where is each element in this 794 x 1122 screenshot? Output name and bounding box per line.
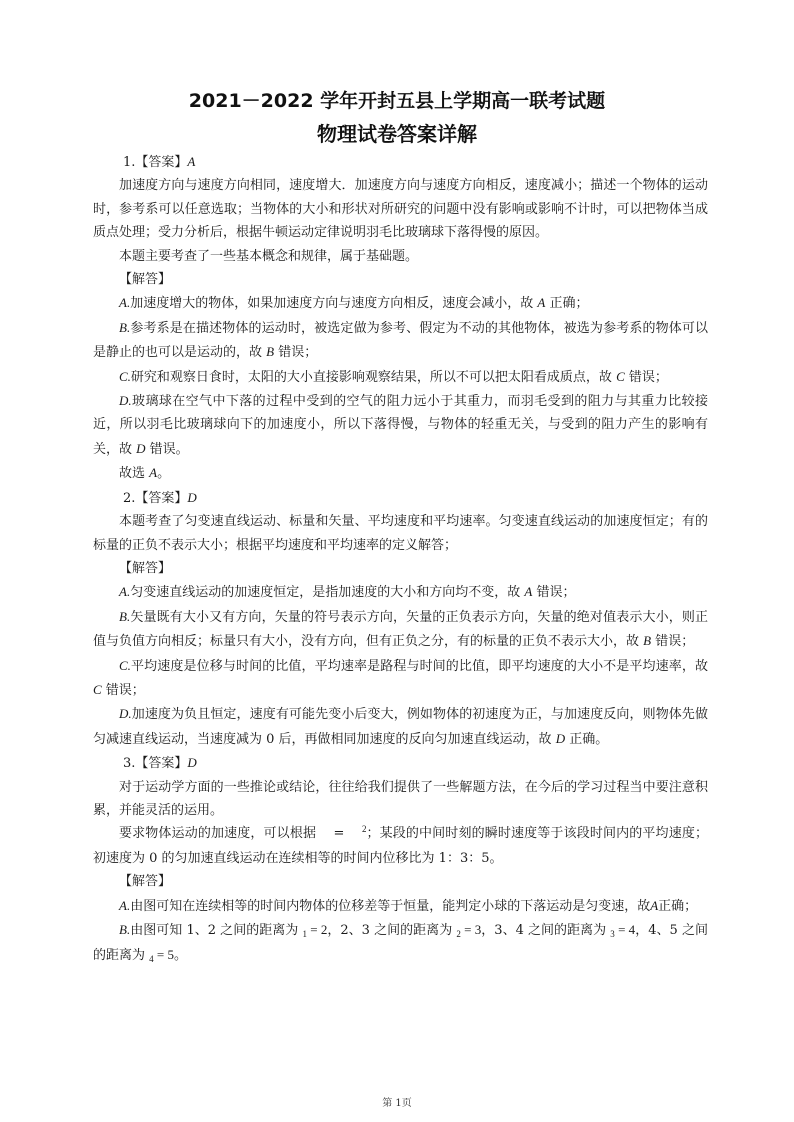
q2-heading: 2.【答案】D [123,489,197,506]
q3-option-a: A.由图可知在连续相等的时间内物体的位移差等于恒量，能判定小球的下落运动是匀变速，故A正确； [119,897,698,914]
q3-method: 要求物体运动的加速度，可以根据 = $^2$；某段的中间时刻的瞬时速度等于该段时间内的平均速度；初速度为 0 的匀加速直线运动在连续相等的时间内位移比为 1：3：5。 [93,824,708,866]
q2-option-a: A.匀变速直线运动的加速度恒定，是指加速度的大小和方向均不变，故 A 错误； [119,584,576,601]
answer-body [93,150,708,969]
q1-option-b: B.参考系是在描述物体的运动时，被选定做为参考、假定为不动的其他物体，被选为参考系的物体可以是静止的也可以是运动的，故 B 错误； [93,319,708,361]
q1-analysis: 加速度方向与速度方向相同，速度增大．加速度方向与速度方向相反，速度减小；描述一个物体的运动时，参考系可以任意选取；当物体的大小和形状对所研究的问题中没有影响或影响不计时，可以把物体当成质点处理；受力分析后，根据牛顿运动定律说明羽毛比玻璃球下落得慢的原因。 [93,178,708,241]
page-title: 2021－2022 学年开封五县上学期高一联考试题 [188,90,606,112]
q2-option-c: C.平均速度是位移与时间的比值，平均速率是路程与时间的比值，即平均速度的大小不是平均速率，故 C 错误； [93,657,708,698]
q3-heading: 3.【答案】D [123,755,197,772]
page-subtitle: 物理试卷答案详解 [317,122,477,146]
q1-option-c: C.研究和观察日食时，太阳的大小直接影响观察结果，所以不可以把太阳看成质点，故 C 错误； [119,368,668,385]
q1-summary: 本题主要考查了一些基本概念和规律，属于基础题。 [119,248,419,264]
q1-option-a: A.加速度增大的物体，如果加速度方向与速度方向相反，速度会减小，故 A 正确； [119,295,589,312]
q2-option-d: D.加速度为负且恒定，速度有可能先变小后变大，例如物体的初速度为正，与加速度反向，则物体先做匀减速直线运动，当速度减为 0 后，再做相同加速度的反向匀加速直线运动，故 D 正确。 [93,706,708,747]
q2-solution-label: 【解答】 [119,560,172,576]
q3-analysis: 对于运动学方面的一些推论或结论，往往给我们提供了一些解题方法，在今后的学习过程当中要注意积累，并能灵活的运用。 [93,779,708,818]
q1-choice: 故选 A。 [119,465,171,482]
q2-analysis: 本题考查了匀变速直线运动、标量和矢量、平均速度和平均速率。匀变速直线运动的加速度恒定；有的标量的正负不表示大小；根据平均速度和平均速率的定义解答； [93,514,708,553]
q1-solution-label: 【解答】 [119,272,172,288]
q2-option-b: B.矢量既有大小又有方向，矢量的符号表示方向，矢量的正负表示方向，矢量的绝对值表示大小，则正值与负值方向相反；标量只有大小，没有方向，但有正负之分，有的标量的正负不表示大小，故 B 错误； [93,608,708,650]
q1-heading: 1.【答案】A [123,154,196,170]
page-number: 第 1页 [382,1098,412,1109]
q1-option-d: D.玻璃球在空气中下落的过程中受到的空气的阻力远小于其重力，而羽毛受到的阻力与其重力比较接近，所以羽毛比玻璃球向下的加速度小，所以下落得慢，与物体的轻重无关，与受到的阻力产生的影响有关，故 D 错误。 [93,393,708,457]
q3-solution-label: 【解答】 [119,874,172,890]
q3-option-b: B.由图可知 1、2 之间的距离为 $_1$ = 2，2、3 之间的距离为 $_2$ = 3，3、4 之间的距离为 $_3$ = 4，4、5 之间的距离为 $_4$ = 5。 [93,922,708,965]
